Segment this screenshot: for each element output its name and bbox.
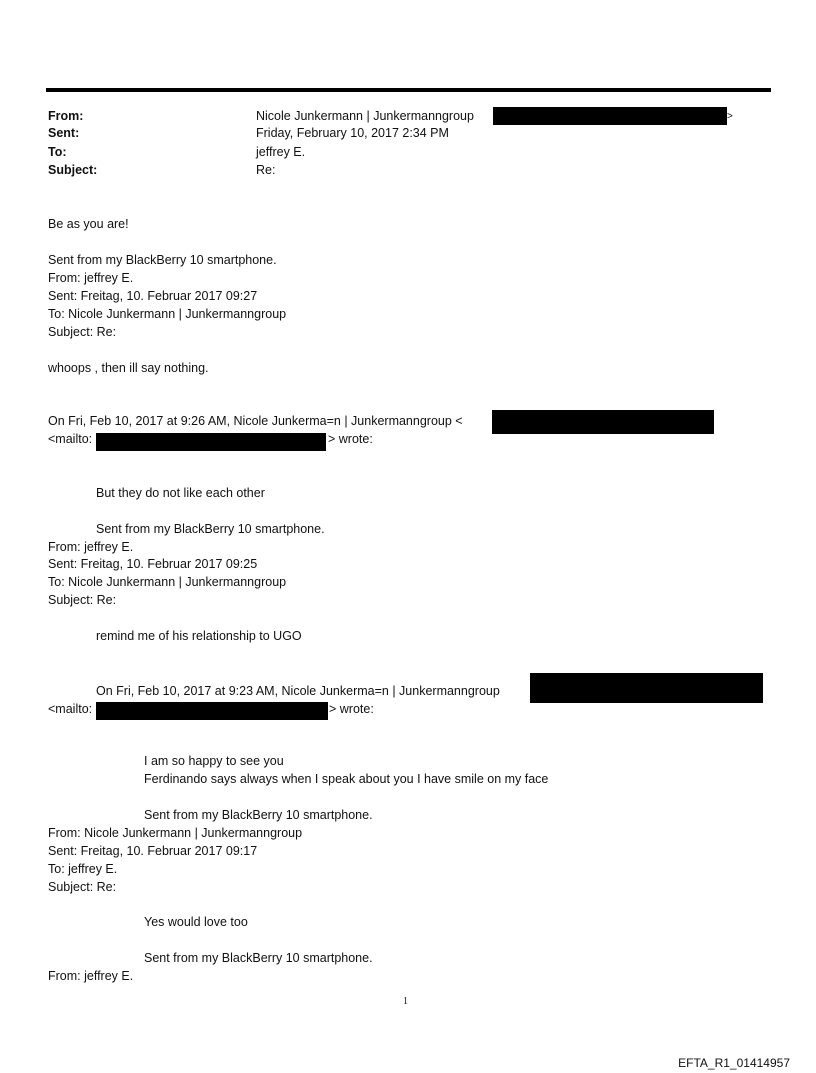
body-line: whoops , then ill say nothing. <box>48 361 209 375</box>
to-value: jeffrey E. <box>256 145 306 159</box>
mailto-prefix: <mailto: <box>48 702 93 716</box>
body-line: Sent: Freitag, 10. Februar 2017 09:25 <box>48 557 258 571</box>
body-line: Sent: Freitag, 10. Februar 2017 09:17 <box>48 844 258 858</box>
body-line: Subject: Re: <box>48 593 117 607</box>
body-line: Sent: Freitag, 10. Februar 2017 09:27 <box>48 289 258 303</box>
redaction-box <box>493 107 727 125</box>
redaction-box <box>96 702 328 720</box>
document-id: EFTA_R1_01414957 <box>678 1056 790 1070</box>
mailto-suffix: > wrote: <box>329 702 374 716</box>
header-rule <box>46 88 771 92</box>
subject-value: Re: <box>256 163 276 177</box>
body-line: From: jeffrey E. <box>48 969 134 983</box>
body-line: Sent from my BlackBerry 10 smartphone. <box>96 522 325 536</box>
body-line: Be as you are! <box>48 217 129 231</box>
body-line: Sent from my BlackBerry 10 smartphone. <box>48 253 277 267</box>
mailto-suffix: > wrote: <box>328 432 373 446</box>
body-line: I am so happy to see you <box>144 754 284 768</box>
body-line: From: jeffrey E. <box>48 271 134 285</box>
subject-label: Subject: <box>48 163 98 177</box>
quote-header: On Fri, Feb 10, 2017 at 9:26 AM, Nicole Junkerma=n | Junkermanngroup < <box>48 414 463 428</box>
body-line: From: jeffrey E. <box>48 540 134 554</box>
body-line: To: jeffrey E. <box>48 862 118 876</box>
quote-header: On Fri, Feb 10, 2017 at 9:23 AM, Nicole Junkerma=n | Junkermanngroup <box>96 684 500 698</box>
body-line: Yes would love too <box>144 915 248 929</box>
redaction-box <box>96 433 326 451</box>
from-suffix: > <box>727 111 733 122</box>
body-line: To: Nicole Junkermann | Junkermanngroup <box>48 307 287 321</box>
sent-label: Sent: <box>48 126 80 140</box>
body-line: But they do not like each other <box>96 486 265 500</box>
redaction-box <box>492 410 714 434</box>
body-line: From: Nicole Junkermann | Junkermanngroup <box>48 826 303 840</box>
body-line: Sent from my BlackBerry 10 smartphone. <box>144 951 373 965</box>
body-line: Ferdinando says always when I speak about you I have smile on my face <box>144 772 549 786</box>
sent-value: Friday, February 10, 2017 2:34 PM <box>256 126 449 140</box>
redaction-box <box>530 673 763 703</box>
body-line: Subject: Re: <box>48 880 117 894</box>
page-number: 1 <box>403 996 408 1007</box>
body-line: remind me of his relationship to UGO <box>96 629 302 643</box>
body-line: Subject: Re: <box>48 325 117 339</box>
to-label: To: <box>48 145 67 159</box>
from-value: Nicole Junkermann | Junkermanngroup <box>256 109 474 123</box>
from-label: From: <box>48 109 84 123</box>
mailto-prefix: <mailto: <box>48 432 93 446</box>
body-line: Sent from my BlackBerry 10 smartphone. <box>144 808 373 822</box>
body-line: To: Nicole Junkermann | Junkermanngroup <box>48 575 287 589</box>
